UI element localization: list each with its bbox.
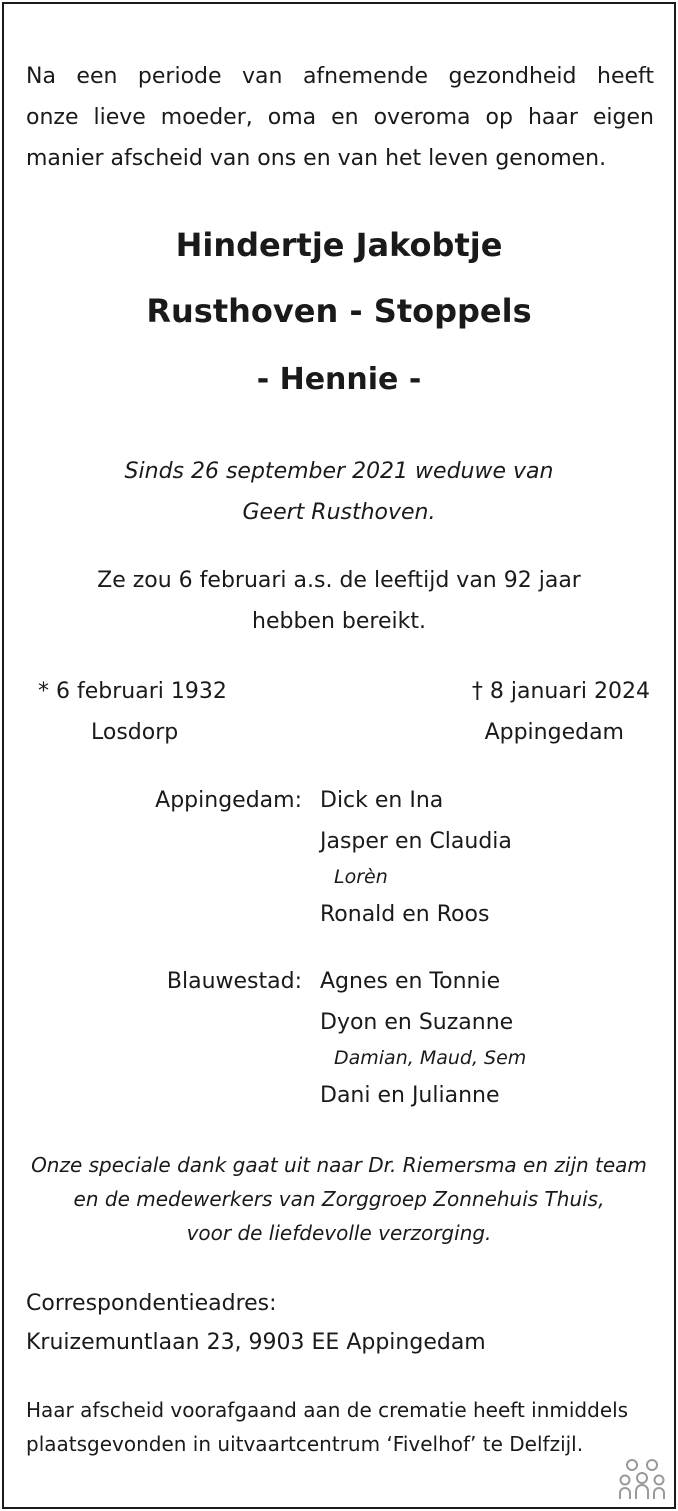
intro-line: onze lieve moeder, oma en overoma op haar eigen bbox=[26, 105, 654, 130]
widow-line: Geert Rusthoven. bbox=[242, 500, 436, 525]
birth-place: Losdorp bbox=[91, 720, 179, 745]
family-member: Jasper en Claudia bbox=[320, 829, 512, 854]
deceased-name-first: Hindertje Jakobtje bbox=[175, 226, 503, 264]
age-line: Ze zou 6 februari a.s. de leeftijd van 92 jaar bbox=[97, 568, 581, 593]
address: Kruizemuntlaan 23, 9903 EE Appingedam bbox=[26, 1330, 486, 1355]
thanks-line: Onze speciale dank gaat uit naar Dr. Riemersma en zijn team bbox=[31, 1153, 647, 1177]
family-member: Ronald en Roos bbox=[320, 902, 490, 927]
family-place: Blauwestad: bbox=[166, 969, 302, 994]
family-grandchild: Damian, Maud, Sem bbox=[334, 1047, 527, 1069]
intro-line: manier afscheid van ons en van het leven genomen. bbox=[26, 146, 607, 171]
intro-text bbox=[26, 56, 654, 179]
family-member: Agnes en Tonnie bbox=[320, 969, 501, 994]
death-place: Appingedam bbox=[484, 720, 624, 745]
deceased-name-last: Rusthoven - Stoppels bbox=[146, 292, 532, 330]
intro-line: Na een periode van afnemende gezondheid heeft bbox=[26, 64, 654, 89]
footer-line: plaatsgevonden in uitvaartcentrum ‘Fivelhof’ te Delfzijl. bbox=[26, 1432, 584, 1456]
people-group-icon bbox=[618, 1456, 666, 1500]
thanks-line: en de medewerkers van Zorggroep Zonnehuis Thuis, bbox=[73, 1187, 605, 1211]
age-line: hebben bereikt. bbox=[252, 609, 426, 634]
birth-date: * 6 februari 1932 bbox=[38, 679, 227, 704]
family-place: Appingedam: bbox=[155, 788, 302, 813]
family-grandchild: Lorèn bbox=[334, 866, 388, 888]
family-member: Dyon en Suzanne bbox=[320, 1010, 514, 1035]
death-date: † 8 januari 2024 bbox=[471, 679, 650, 704]
obituary-card bbox=[2, 2, 676, 1509]
address-label: Correspondentieadres: bbox=[26, 1291, 277, 1316]
widow-line: Sinds 26 september 2021 weduwe van bbox=[124, 459, 554, 484]
footer-line: Haar afscheid voorafgaand aan de crematie heeft inmiddels bbox=[26, 1398, 629, 1422]
family-member: Dani en Julianne bbox=[320, 1083, 500, 1108]
thanks-line: voor de liefdevolle verzorging. bbox=[186, 1221, 492, 1245]
family-member: Dick en Ina bbox=[320, 788, 444, 813]
nickname: - Hennie - bbox=[256, 362, 422, 397]
